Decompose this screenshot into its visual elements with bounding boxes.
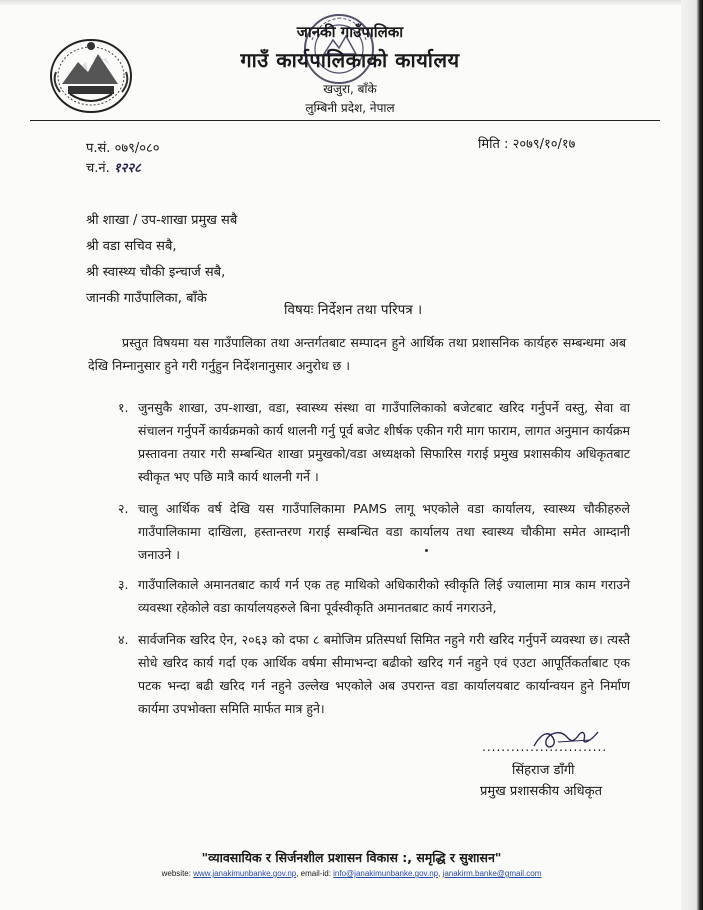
website-link[interactable]: www.janakimunbanke.gov.np: [193, 869, 297, 878]
addressee-line: श्री शाखा / उप-शाखा प्रमुख सबै: [86, 213, 238, 228]
office-location: खजुरा, बाँके: [323, 82, 377, 96]
chalani-number-label: च.नं.: [86, 161, 110, 176]
directive-number: ३.: [118, 577, 129, 592]
addressee-line: श्री स्वास्थ्य चौकी इन्चार्ज सबै,: [86, 265, 226, 280]
directive-item: [118, 497, 630, 566]
municipality-name: जानकी गाउँपालिका: [296, 23, 404, 41]
patra-sankhya-label: प.सं.: [86, 141, 111, 156]
signatory-name: सिंहराज डाँगी: [512, 763, 575, 778]
directive-text: गाउँपालिकाले अमानतबाट कार्य गर्न एक तह माथिको अधिकारीको स्वीकृति लिई ज्यालामा मात्र काम गराउने व्यवस्था रहेकोले वडा कार्यालयहरुले बिना पूर्वस्वीकृति अमानतबाट कार्य नगराउने,: [138, 577, 630, 615]
scan-top-shadow: [0, 0, 703, 6]
chalani-number: [86, 158, 141, 176]
footer-contact: website: www.janakimunbanke.gov.np, email-id: info@janakimunbanke.gov.np, janakirm.banke@gmail.com: [161, 869, 542, 878]
scan-page-edge: [681, 0, 703, 910]
date-value: २०७९/१०/१७: [512, 137, 576, 152]
patra-sankhya-value: ०७९/०८०: [114, 141, 160, 156]
directive-item: [118, 628, 630, 720]
subject-label: विषयः: [284, 302, 314, 318]
office-name: गाउँ कार्यपालिकाको कार्यालय: [240, 48, 460, 72]
office-seal-icon: [300, 10, 378, 88]
email-link-secondary[interactable]: janakirm.banke@gmail.com: [442, 869, 542, 878]
office-province: लुम्बिनी प्रदेश, नेपाल: [305, 101, 395, 115]
letter-subject: [284, 300, 422, 318]
nepal-emblem-icon: [48, 32, 134, 114]
signature-dotted-line: ..........................: [482, 740, 608, 754]
directive-number: ४.: [118, 632, 129, 647]
directive-number: १.: [118, 400, 129, 415]
addressee-line: श्री वडा सचिव सबै,: [86, 239, 177, 254]
directive-text: चालु आर्थिक वर्ष देखि यस गाउँपालिकामा PAMS लागू भएकोले वडा कार्यालय, स्वास्थ्य चौकीहरुले गाउँपालिकामा दाखिला, हस्तान्तरण गराई सम्बन्धित वडा कार्यालय तथा स्वास्थ्य चौकीमा समेत आम्दानी जनाउने ।: [138, 501, 630, 562]
scan-speck: [425, 549, 428, 552]
directive-text: सार्वजनिक खरिद ऐन, २०६३ को दफा ८ बमोजिम प्रतिस्पर्धा सिमित नहुने गरी खरिद गर्नुपर्ने व्यवस्था छ। त्यस्तै सोधे खरिद कार्य गर्दा एक आर्थिक वर्षमा सीमाभन्दा बढीको खरिद गर्न नहुने एवं एउटा आपूर्तिकर्ताबाट एक पटक भन्दा बढी खरिद गर्न नहुने उल्लेख भएकोले अब उपरान्त वडा कार्यालयबाट कार्यान्वयन हुने निर्माण कार्यमा उपभोक्ता समिति मार्फत मात्र हुने।: [138, 632, 630, 716]
email-link[interactable]: info@janakimunbanke.gov.np: [333, 869, 439, 878]
letter-date: [478, 134, 575, 152]
chalani-number-value: १२२८: [113, 161, 141, 176]
footer-motto: "व्यावसायिक र सिर्जनशील प्रशासन विकास :, समृद्धि र सुशासन": [201, 850, 502, 865]
signatory-title: प्रमुख प्रशासकीय अधिकृत: [480, 784, 603, 799]
header-divider: [30, 120, 660, 121]
addressee-line: जानकी गाउँपालिका, बाँके: [86, 291, 207, 306]
subject-value: निर्देशन तथा परिपत्र ।: [317, 302, 423, 318]
directive-number: २.: [118, 501, 129, 516]
directive-item: [118, 573, 630, 619]
email-label: , email-id:: [296, 869, 331, 878]
directive-item: [118, 396, 630, 488]
patra-sankhya: [86, 138, 160, 156]
website-label: website:: [161, 869, 191, 878]
directive-text: जुनसुकै शाखा, उप-शाखा, वडा, स्वास्थ्य संस्था वा गाउँपालिकाको बजेटबाट खरिद गर्नुपर्ने वस्तु, सेवा वा संचालन गर्नुपर्ने कार्यक्रमको कार्य थालनी गर्नु पूर्व बजेट शीर्षक एकीन गरी माग फाराम, लागत अनुमान कार्यक्रम प्रस्तावना तयार गरी सम्बन्धित शाखा प्रमुखको/वडा अध्यक्षको सिफारिस गराई प्रमुख प्रशासकीय अधिकृतबाट स्वीकृत भए पछि मात्रै कार्य थालनी गर्ने ।: [138, 400, 630, 484]
intro-paragraph: प्रस्तुत विषयमा यस गाउँपालिका तथा अन्तर्गतबाट सम्पादन हुने आर्थिक तथा प्रशासनिक कार्यहरु सम्बन्धमा अब देखि निम्नानुसार हुने गरी गर्नुहुन निर्देशनानुसार अनुरोध छ ।: [88, 335, 626, 373]
date-label: मिति :: [478, 137, 509, 152]
